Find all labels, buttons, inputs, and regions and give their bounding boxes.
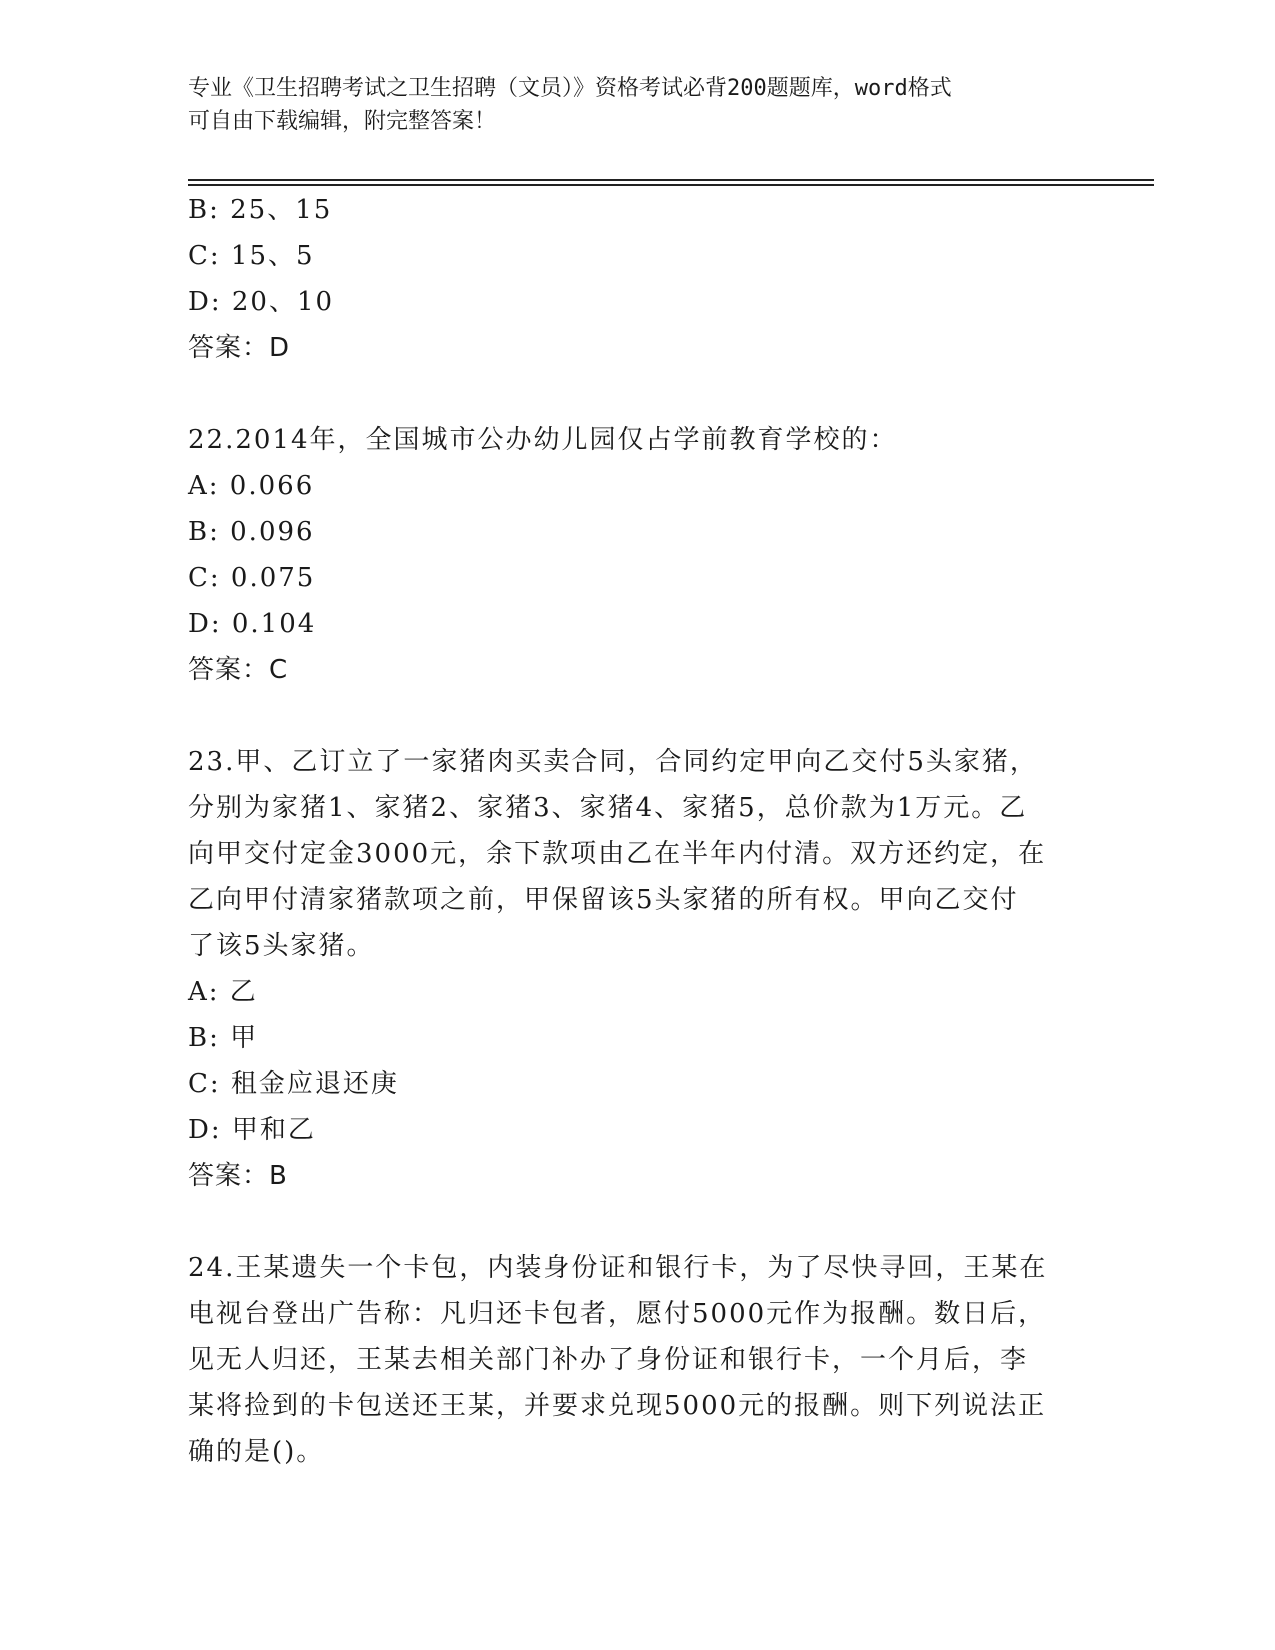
- answer-line: 答案：C: [188, 655, 289, 685]
- question-stem-line: 23.甲、乙订立了一家猪肉买卖合同，合同约定甲向乙交付5头家猪，: [188, 747, 1038, 777]
- question-stem-line: 乙向甲付清家猪款项之前，甲保留该5头家猪的所有权。甲向乙交付: [188, 885, 1019, 915]
- question-stem-line: 确的是()。: [188, 1437, 325, 1467]
- option-b: B: 甲: [188, 1023, 259, 1053]
- question-stem-line: 某将捡到的卡包送还王某，并要求兑现5000元的报酬。则下列说法正: [188, 1391, 1047, 1421]
- header-line-1: 专业《卫生招聘考试之卫生招聘（文员）》资格考试必背200题题库，word格式: [188, 76, 952, 101]
- question-stem-line: 见无人归还，王某去相关部门补办了身份证和银行卡，一个月后，李: [188, 1345, 1029, 1375]
- document-header: [188, 72, 1088, 138]
- header-divider-top: [188, 179, 1154, 181]
- spacer: [188, 693, 1088, 739]
- question-23: [188, 739, 1088, 1199]
- option-a: A: 乙: [188, 977, 258, 1007]
- question-stem: 22.2014年，全国城市公办幼儿园仅占学前教育学校的：: [188, 425, 898, 455]
- option-b: B: 0.096: [188, 517, 315, 547]
- answer-line: 答案：D: [188, 333, 291, 363]
- question-22: [188, 417, 1088, 693]
- header-line-2: 可自由下载编辑，附完整答案！: [188, 109, 497, 134]
- option-c: C: 15、5: [188, 241, 315, 271]
- question-content: [188, 187, 1088, 1475]
- spacer: [188, 1199, 1088, 1245]
- question-24: [188, 1245, 1088, 1475]
- option-d: D: 20、10: [188, 287, 335, 317]
- question-stem-line: 分别为家猪1、家猪2、家猪3、家猪4、家猪5，总价款为1万元。乙: [188, 793, 1028, 823]
- question-stem-line: 向甲交付定金3000元，余下款项由乙在半年内付清。双方还约定，在: [188, 839, 1047, 869]
- answer-line: 答案：B: [188, 1161, 288, 1191]
- header-divider-bottom: [188, 184, 1154, 186]
- question-21: [188, 187, 1088, 371]
- option-a: A: 0.066: [188, 471, 315, 501]
- option-d: D: 0.104: [188, 609, 317, 639]
- question-stem-line: 电视台登出广告称：凡归还卡包者，愿付5000元作为报酬。数日后，: [188, 1299, 1047, 1329]
- question-stem-line: 了该5头家猪。: [188, 931, 375, 961]
- question-stem-line: 24.王某遗失一个卡包，内装身份证和银行卡，为了尽快寻回，王某在: [188, 1253, 1048, 1283]
- spacer: [188, 371, 1088, 417]
- option-b: B: 25、15: [188, 195, 333, 225]
- option-c: C: 租金应退还庚: [188, 1069, 399, 1099]
- option-c: C: 0.075: [188, 563, 316, 593]
- option-d: D: 甲和乙: [188, 1115, 316, 1145]
